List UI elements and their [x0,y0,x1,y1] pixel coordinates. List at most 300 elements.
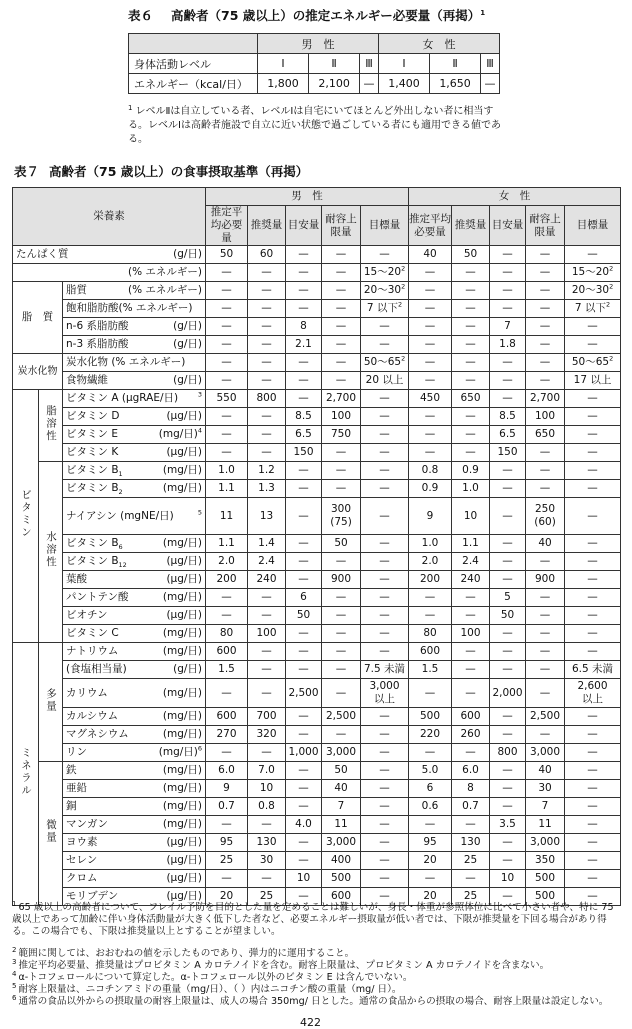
value-text: — [298,302,309,314]
value-text: — [335,482,347,494]
value-text: — [465,609,476,621]
value-text: — [221,302,232,314]
value-text: — [379,555,390,567]
nutrient-value [206,300,248,318]
value-text: — [587,591,598,603]
value-text: 40 [538,764,552,776]
nutrient-value [361,744,409,762]
value-text: — [261,266,272,278]
nutrient-value [452,372,490,390]
nutrient-value [322,708,361,726]
nutrient-value [361,336,409,354]
nutrient-value [248,408,286,426]
value-text: 8 [300,320,307,332]
value-text: — [587,573,598,585]
value-text: — [587,248,598,260]
value-text: — [298,764,309,776]
nutrient-value [206,643,248,661]
value-text: 3,000 [325,836,357,848]
nutrient-value [206,571,248,589]
value-text: — [587,428,598,440]
nutrient-name [63,535,206,553]
nutrient-value [361,589,409,607]
nutrient-value [361,870,409,888]
nutrient-value [490,870,526,888]
nutrient-value [361,852,409,870]
nutrient-value [248,870,286,888]
nutrient-row [13,354,621,372]
nutrient-value [206,852,248,870]
footnote-number: 3 [12,958,17,966]
category-vitamin [13,390,39,643]
nutrient-value [206,589,248,607]
nutrient-value [452,816,490,834]
value-text: 30 [259,854,274,866]
nutrient-value [286,498,322,535]
nutrient-value [409,816,452,834]
value-text: 600 [216,645,237,657]
nutrient-label: 銅 [66,800,77,812]
nutrient-value [248,264,286,282]
value-text: 100 [330,410,352,422]
value-text: — [587,320,598,332]
value-text: 150 [497,446,518,458]
nutrient-value [322,816,361,834]
nutrient-value [361,408,409,426]
nutrient-name [63,798,206,816]
nutrient-value [565,318,621,336]
value-text: — [539,302,551,314]
t6-energy-label: エネルギー（kcal/日） [129,74,258,94]
table7-title-text: 高齢者（75 歳以上）の食事摂取基準（再掲） [49,164,309,179]
value-text: 5 [504,591,511,603]
nutrient-value [248,318,286,336]
nutrient-row [13,426,621,444]
value-text: — [298,482,309,494]
nutrient-value [286,744,322,762]
nutrient-value [565,726,621,744]
value-text: 60 [259,248,274,260]
nutrient-value [490,336,526,354]
nutrient-value [322,870,361,888]
nutrient-row [13,643,621,661]
value-text: — [502,800,513,812]
value-text: — [261,374,272,386]
nutrient-value [565,390,621,408]
value-text: 750 [330,428,352,440]
value-text: — [424,686,436,699]
value-text: 15～20 [571,266,610,278]
value-text: — [502,374,513,386]
value-text: — [379,890,390,902]
nutrient-value [452,679,490,708]
value-text: 0.7 [462,800,479,812]
table6-note-marker: 1 [128,104,133,112]
nutrient-unit: (mg/日) [162,537,203,549]
nutrient-value [206,816,248,834]
footnote [12,898,624,938]
nutrient-value [452,607,490,625]
table6-title-sup: 1 [480,8,486,17]
value-text: 800 [256,392,277,404]
nutrient-value [409,625,452,643]
nutrient-unit: (g/日) [173,338,203,350]
nutrient-row [13,372,621,390]
energy-requirement-table [128,33,500,94]
nutrient-unit: (mg/日) [162,645,203,657]
nutrient-value [452,571,490,589]
value-text: 1.2 [258,464,275,476]
nutrient-row [13,834,621,852]
t7-col-header: 推定平均必要量 [206,206,248,246]
value-text: 10 [463,509,478,522]
nutrient-value [248,444,286,462]
value-text: 2,500 [288,686,319,699]
nutrient-value [206,553,248,571]
t7-col-header: 推奨量 [248,206,286,246]
page-number: 422 [300,1016,321,1029]
nutrient-value [526,762,565,780]
nutrient-value [490,780,526,798]
value-text: — [539,446,551,458]
nutrient-value [286,643,322,661]
nutrient-value [248,282,286,300]
nutrient-value [526,300,565,318]
nutrient-value [361,300,409,318]
value-text: — [587,728,598,740]
nutrient-unit: (μg/日) [166,854,203,866]
nutrient-value [452,444,490,462]
value-text: — [587,710,598,722]
value-text: 1.0 [218,464,235,476]
value-text: — [335,302,347,314]
nutrient-value [526,354,565,372]
value-text: — [298,627,309,639]
nutrient-value [526,780,565,798]
nutrient-value [322,372,361,390]
nutrient-value [490,744,526,762]
nutrient-value [409,480,452,498]
nutrient-value [490,535,526,553]
value-text: — [502,627,513,639]
value-text: — [261,320,272,332]
value-text: 20 以上 [365,374,404,386]
nutrient-label: 飽和脂肪酸(% エネルギー) [66,302,193,314]
nutrient-value [565,571,621,589]
category-fat: 脂 質 [13,282,63,354]
value-text: — [587,746,598,758]
value-text: 8 [467,782,474,794]
value-text: — [539,248,551,260]
value-text: — [261,645,272,657]
nutrient-value [490,571,526,589]
nutrient-value [322,607,361,625]
value-text: 25 [219,854,234,866]
nutrient-value [452,744,490,762]
nutrient-value [322,318,361,336]
value-text: 600 [330,890,352,902]
value-text: — [502,464,513,476]
nutrient-value [286,300,322,318]
nutrient-value [409,535,452,553]
category-fat-soluble-label: 脂溶性 [45,404,57,443]
nutrient-value [452,643,490,661]
nutrient-value [361,726,409,744]
nutrient-label: たんぱく質 [16,248,69,260]
nutrient-value [526,444,565,462]
value-text: 1.0 [421,537,439,549]
footnote-number: 1 [12,900,17,908]
nutrient-value [409,336,452,354]
value-text: — [221,609,232,621]
nutrient-value [452,762,490,780]
value-text: 6.5 [295,428,312,440]
nutrient-unit: (% エネルギー) [128,266,203,278]
nutrient-value [526,744,565,762]
value-text: — [465,591,476,603]
nutrient-value [322,264,361,282]
nutrient-unit: (mg/日) [162,710,203,722]
value-text: 6 [300,591,307,603]
value-text: — [298,573,309,585]
nutrient-value [286,625,322,643]
value-text: — [221,338,232,350]
value-text: 2,600 [577,680,608,692]
nutrient-name [13,264,206,282]
nutrient-value [248,679,286,708]
nutrient-value [206,607,248,625]
nutrient-value [452,553,490,571]
value-text: 13 [259,509,274,522]
nutrient-name [63,480,206,498]
value-text: 200 [216,573,237,585]
t6-energy-value: — [481,74,500,94]
nutrient-unit: (μg/日) [166,410,203,422]
value-text: — [298,555,309,567]
footnote-number: 5 [12,982,17,990]
nutrient-value [526,336,565,354]
value-text: — [587,818,598,830]
nutrient-value [490,834,526,852]
value-text: 2,500 [529,710,561,722]
nutrient-label: セレン [66,854,98,866]
nutrient-value [526,571,565,589]
nutrient-value [409,571,452,589]
value-text: — [335,627,347,639]
value-text: — [221,446,232,458]
t7-col-header: 推定平均必要量 [409,206,452,246]
value-text: 5.0 [421,764,439,776]
value-text: — [539,555,551,567]
nutrient-value [409,354,452,372]
nutrient-row [13,408,621,426]
value-text: — [539,591,551,603]
value-text: 50～65 [363,356,402,368]
nutrient-name [63,625,206,643]
nutrient-name [63,372,206,390]
value-text: — [335,645,347,657]
value-text: 95 [423,836,437,848]
value-text: 240 [256,573,277,585]
value-text: 2,700 [529,392,561,404]
nutrient-row [13,744,621,762]
value-text: — [502,555,513,567]
value-text: — [539,320,551,332]
nutrient-name [63,390,206,408]
value-text: — [335,663,347,675]
nutrient-value [286,480,322,498]
nutrient-label: リン [66,746,87,758]
nutrient-name [63,834,206,852]
nutrient-value [490,498,526,535]
value-text: 1.5 [218,663,235,675]
value-text: 100 [256,627,277,639]
nutrient-unit: (μg/日) [166,446,203,458]
nutrient-value [322,780,361,798]
footnote-text: α-トコフェロールについて算定した。α-トコフェロール以外のビタミン E は含んでいない。 [18,972,413,983]
value-text: — [539,464,551,476]
value-text: — [379,446,390,458]
value-text: 350 [534,854,556,866]
nutrient-value [490,444,526,462]
footnote-marker: 5 [197,508,203,516]
nutrient-row [13,264,621,282]
value-text: 2,000 [492,686,523,699]
category-macro [39,643,63,762]
value-text: — [587,555,598,567]
footnote-text: 耐容上限量は、ニコチンアミドの重量（mg/日）、（ ）内はニコチン酸の重量（mg/ 日）。 [18,984,402,995]
nutrient-value [206,870,248,888]
value-text: — [502,266,513,278]
nutrient-label: パントテン酸 [66,591,129,603]
nutrient-name [63,661,206,679]
nutrient-value [565,246,621,264]
nutrient-value [286,354,322,372]
value-text: 15～20 [363,266,402,278]
value-text: 900 [534,573,556,585]
value-text: 600 [460,710,481,722]
t6-level-label: 身体活動レベル [129,54,258,74]
nutrient-row [13,300,621,318]
nutrient-unit: (mg/日) [162,764,203,776]
nutrient-label: ヨウ素 [66,836,98,848]
nutrient-value [361,643,409,661]
nutrient-value [286,679,322,708]
nutrient-value [490,553,526,571]
nutrient-value [286,834,322,852]
value-text: — [424,609,436,621]
value-text: — [221,284,232,296]
value-text: 900 [330,573,352,585]
value-text: — [221,591,232,603]
t7-male-header: 男 性 [206,188,409,206]
nutrient-value [452,726,490,744]
value-text: 50 [500,609,515,621]
nutrient-value [409,780,452,798]
t6-level: Ⅰ [258,54,309,74]
value-text: 8.5 [499,410,516,422]
nutrient-value [206,625,248,643]
value-text: — [298,782,309,794]
nutrient-label: ナトリウム [66,645,119,657]
value-text: 500 [330,872,352,884]
value-text: — [379,537,390,549]
footnote-marker: 2 [609,264,614,273]
nutrient-value [286,726,322,744]
value-text: 500 [419,710,441,722]
nutrient-value [248,390,286,408]
value-text: — [298,836,309,848]
nutrient-label: ビタミン E [66,428,118,440]
nutrient-label: 食物繊維 [66,374,108,386]
nutrient-value [490,679,526,708]
value-text: 3,000 [529,746,561,758]
nutrient-row [13,780,621,798]
nutrient-value [565,762,621,780]
nutrient-value [452,798,490,816]
nutrient-value [490,264,526,282]
value-text: 11 [538,818,552,830]
value-text: 30 [538,782,552,794]
category-trace-label: 微量 [45,819,57,844]
value-text: — [587,482,598,494]
value-text: — [539,728,551,740]
nutrient-value [248,798,286,816]
category-water-soluble [39,462,63,643]
nutrient-value [452,589,490,607]
nutrient-value [526,607,565,625]
nutrient-value [452,282,490,300]
table6-note-text: レベルⅡは自立している者、レベルⅠは自宅にいてほとんど外出しない者に相当する。レベルⅠは高齢者施設で自立に近い状態で過ごしている者にも適用できる値である。 [128,106,501,145]
nutrient-value [565,661,621,679]
t6-level: Ⅲ [481,54,500,74]
t6-male-header: 男 性 [258,34,379,54]
value-text: 17 以上 [573,374,612,386]
nutrient-value [248,780,286,798]
nutrient-value [361,444,409,462]
value-text: — [221,818,232,830]
nutrient-value [565,834,621,852]
nutrient-value [361,426,409,444]
nutrient-value [361,834,409,852]
nutrient-value [565,426,621,444]
nutrient-value [565,480,621,498]
value-text: — [502,663,513,675]
value-text: 1.5 [421,663,439,675]
nutrient-label: 亜鉛 [66,782,87,794]
nutrient-value [565,589,621,607]
nutrient-value [286,798,322,816]
value-text: — [221,410,232,422]
nutrient-unit: (μg/日) [166,890,203,902]
footnote-marker: 6 [197,744,203,753]
nutrient-value [361,372,409,390]
value-text: — [465,356,476,368]
nutrient-row [13,852,621,870]
nutrient-value [248,426,286,444]
nutrient-row [13,553,621,571]
nutrient-unit: (μg/日) [166,555,203,567]
value-text: — [335,356,347,368]
nutrient-label: マグネシウム [66,728,129,740]
nutrient-value [361,816,409,834]
nutrient-value [490,426,526,444]
nutrient-value [452,462,490,480]
value-text: 3,000 [325,746,357,758]
value-text: — [221,872,232,884]
nutrient-value [526,816,565,834]
value-text: — [465,686,476,699]
